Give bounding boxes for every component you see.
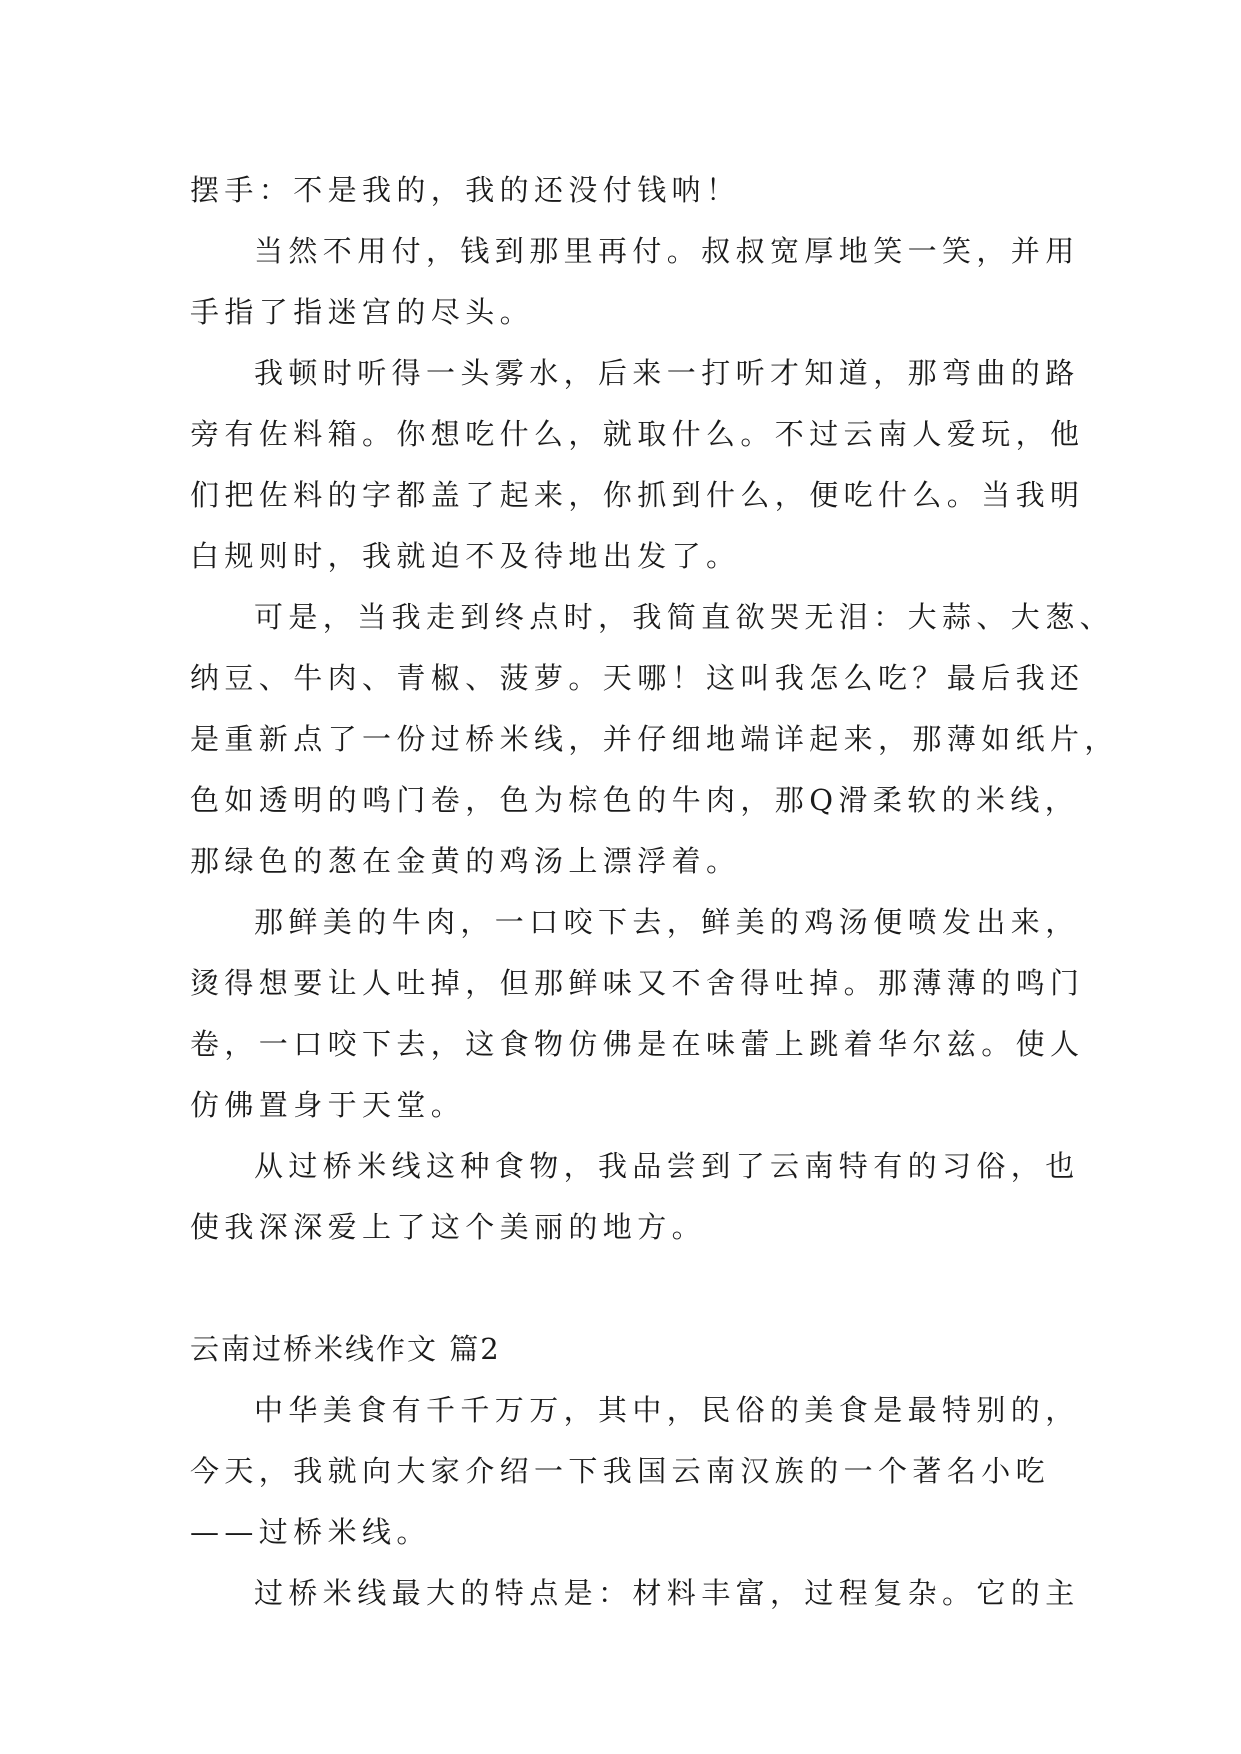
section-spacer [190, 1258, 1060, 1319]
text-line: ——过桥米线。 [190, 1515, 431, 1549]
text-line: 旁有佐料箱。你想吃什么，就取什么。不过云南人爱玩，他 [190, 417, 1085, 451]
paragraph-start-line: 可是，当我走到终点时，我简直欲哭无泪：大蒜、大葱、 [254, 600, 1115, 634]
paragraph-start-line: 当然不用付，钱到那里再付。叔叔宽厚地笑一笑，并用 [254, 234, 1080, 268]
section-heading: 云南过桥米线作文 篇2 [190, 1332, 501, 1366]
paragraph-start-line: 过桥米线最大的特点是：材料丰富，过程复杂。它的主 [254, 1576, 1080, 1610]
text-line: 今天，我就向大家介绍一下我国云南汉族的一个著名小吃 [190, 1454, 1051, 1488]
text-line: 色如透明的鸣门卷，色为棕色的牛肉，那Q滑柔软的米线， [190, 783, 1080, 817]
text-line: 是重新点了一份过桥米线，并仔细地端详起来，那薄如纸片， [190, 722, 1119, 756]
text-line: 那绿色的葱在金黄的鸡汤上漂浮着。 [190, 844, 741, 878]
text-line: 纳豆、牛肉、青椒、菠萝。天哪！这叫我怎么吃？最后我还 [190, 661, 1085, 695]
paragraph-start-line: 那鲜美的牛肉，一口咬下去，鲜美的鸡汤便喷发出来， [254, 905, 1080, 939]
paragraph-start-line: 从过桥米线这种食物，我品尝到了云南特有的习俗，也 [254, 1149, 1080, 1183]
paragraph-start-line: 我顿时听得一头雾水，后来一打听才知道，那弯曲的路 [254, 356, 1080, 390]
text-line: 手指了指迷宫的尽头。 [190, 295, 535, 329]
paragraph-start-line: 中华美食有千千万万，其中，民俗的美食是最特别的， [254, 1393, 1080, 1427]
text-line: 使我深深爱上了这个美丽的地方。 [190, 1210, 707, 1244]
text-line: 仿佛置身于天堂。 [190, 1088, 466, 1122]
text-line: 烫得想要让人吐掉，但那鲜味又不舍得吐掉。那薄薄的鸣门 [190, 966, 1085, 1000]
text-line: 摆手：不是我的，我的还没付钱呐！ [190, 173, 741, 207]
text-line: 卷，一口咬下去，这食物仿佛是在味蕾上跳着华尔兹。使人 [190, 1027, 1085, 1061]
text-line: 白规则时，我就迫不及待地出发了。 [190, 539, 741, 573]
text-line: 们把佐料的字都盖了起来，你抓到什么，便吃什么。当我明 [190, 478, 1085, 512]
document-body [190, 160, 1119, 1624]
